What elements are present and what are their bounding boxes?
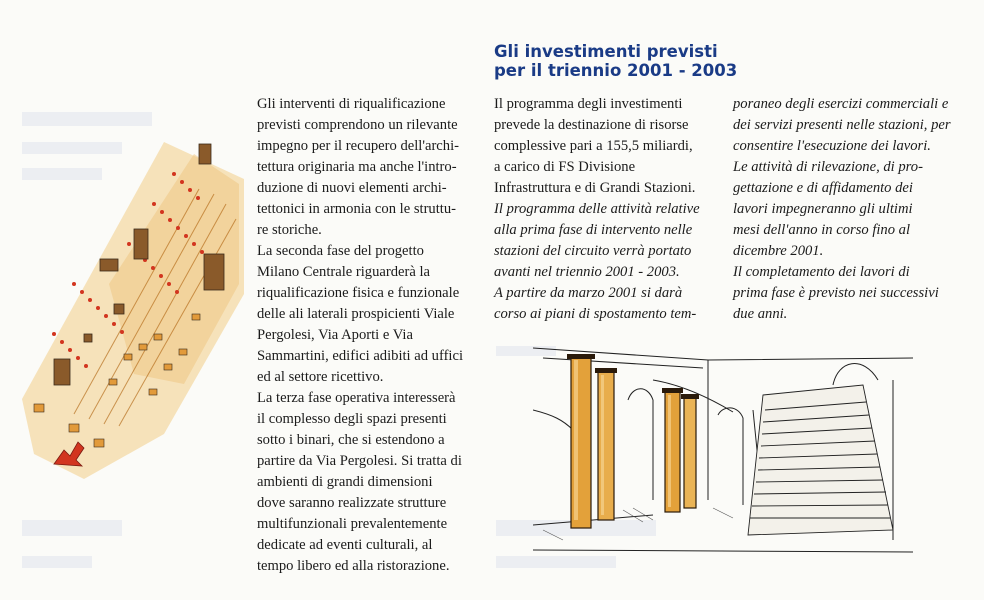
text-line: Le attività di rilevazione, di pro- [733,159,923,175]
text-line: tettura originaria ma anche l'intro- [257,159,457,175]
text-line: tettonici in armonia con le struttu- [257,201,456,217]
column-2-italic [494,199,719,325]
text-line: Infrastruttura e di Grandi Stazioni. [494,180,696,196]
text-line: prima fase è previsto nei successivi [733,285,939,301]
text-line: Il programma degli investimenti [494,96,683,112]
text-line: poraneo degli esercizi commerciali e [733,96,949,112]
column-2-regular [494,94,719,199]
text-line: multifunzionali prevalentemente [257,516,448,532]
section-heading [494,42,794,80]
text-line: consentire l'esecuzione dei lavori. [733,138,931,154]
station-plan-illustration [14,134,246,494]
text-line: ambienti di grandi dimensioni [257,474,433,490]
text-line: Il completamento dei lavori di [733,264,910,280]
text-line: tempo libero ed alla ristorazione. [257,558,450,574]
text-line: La seconda fase del progetto [257,243,424,259]
text-line: previsti comprendono un rilevante [257,117,458,133]
text-line: mesi dell'anno in corso fino al [733,222,911,238]
text-line: Sammartini, edifici adibiti ad uffici [257,348,464,364]
text-line: complessive pari a 155,5 miliardi, [494,138,693,154]
article-column-3 [733,94,963,325]
text-line: La terza fase operativa interesserà [257,390,456,406]
text-line: re storiche. [257,222,322,238]
sketch-columns [571,358,696,528]
text-line: a carico di FS Divisione [494,159,636,175]
text-line: avanti nel triennio 2001 - 2003. [494,264,680,280]
text-line: corso ai piani di spostamento tem- [494,306,697,322]
text-line: Il programma delle attività relative [494,201,700,217]
text-line: ed al settore ricettivo. [257,369,384,385]
text-line: stazioni del circuito verrà portato [494,243,692,259]
text-line: dove saranno realizzate strutture [257,495,447,511]
text-line: duzione di nuovi elementi archi- [257,180,447,196]
text-line: impegno per il recupero dell'archi- [257,138,459,154]
article-column-1 [257,94,479,577]
text-line: dei servizi presenti nelle stazioni, per [733,117,951,133]
text-line: Milano Centrale riguarderà la [257,264,431,280]
text-line: prevede la destinazione di risorse [494,117,689,133]
heading-line-2: per il triennio 2001 - 2003 [494,61,738,80]
sketch-staircase [748,385,893,535]
text-line: il complesso degli spazi presenti [257,411,447,427]
text-line: lavori impegneranno gli ultimi [733,201,913,217]
text-line: Pergolesi, Via Aporti e Via [257,327,413,343]
text-line: due anni. [733,306,788,322]
text-line: partire da Via Pergolesi. Si tratta di [257,453,462,469]
text-line: Gli interventi di riqualificazione [257,96,446,112]
text-line: riqualificazione fisica e funzionale [257,285,460,301]
text-line: gettazione e di affidamento dei [733,180,913,196]
text-line: dicembre 2001. [733,243,824,259]
colonnade-sketch [533,340,913,558]
text-line: A partire da marzo 2001 si darà [494,285,683,301]
heading-line-1: Gli investimenti previsti [494,42,718,61]
text-line: alla prima fase di intervento nelle [494,222,693,238]
text-line: dedicate ad eventi culturali, al [257,537,433,553]
article-column-2 [494,94,719,325]
text-line: sotto i binari, che si estendono a [257,432,445,448]
text-line: delle ali laterali prospicienti Viale [257,306,455,322]
